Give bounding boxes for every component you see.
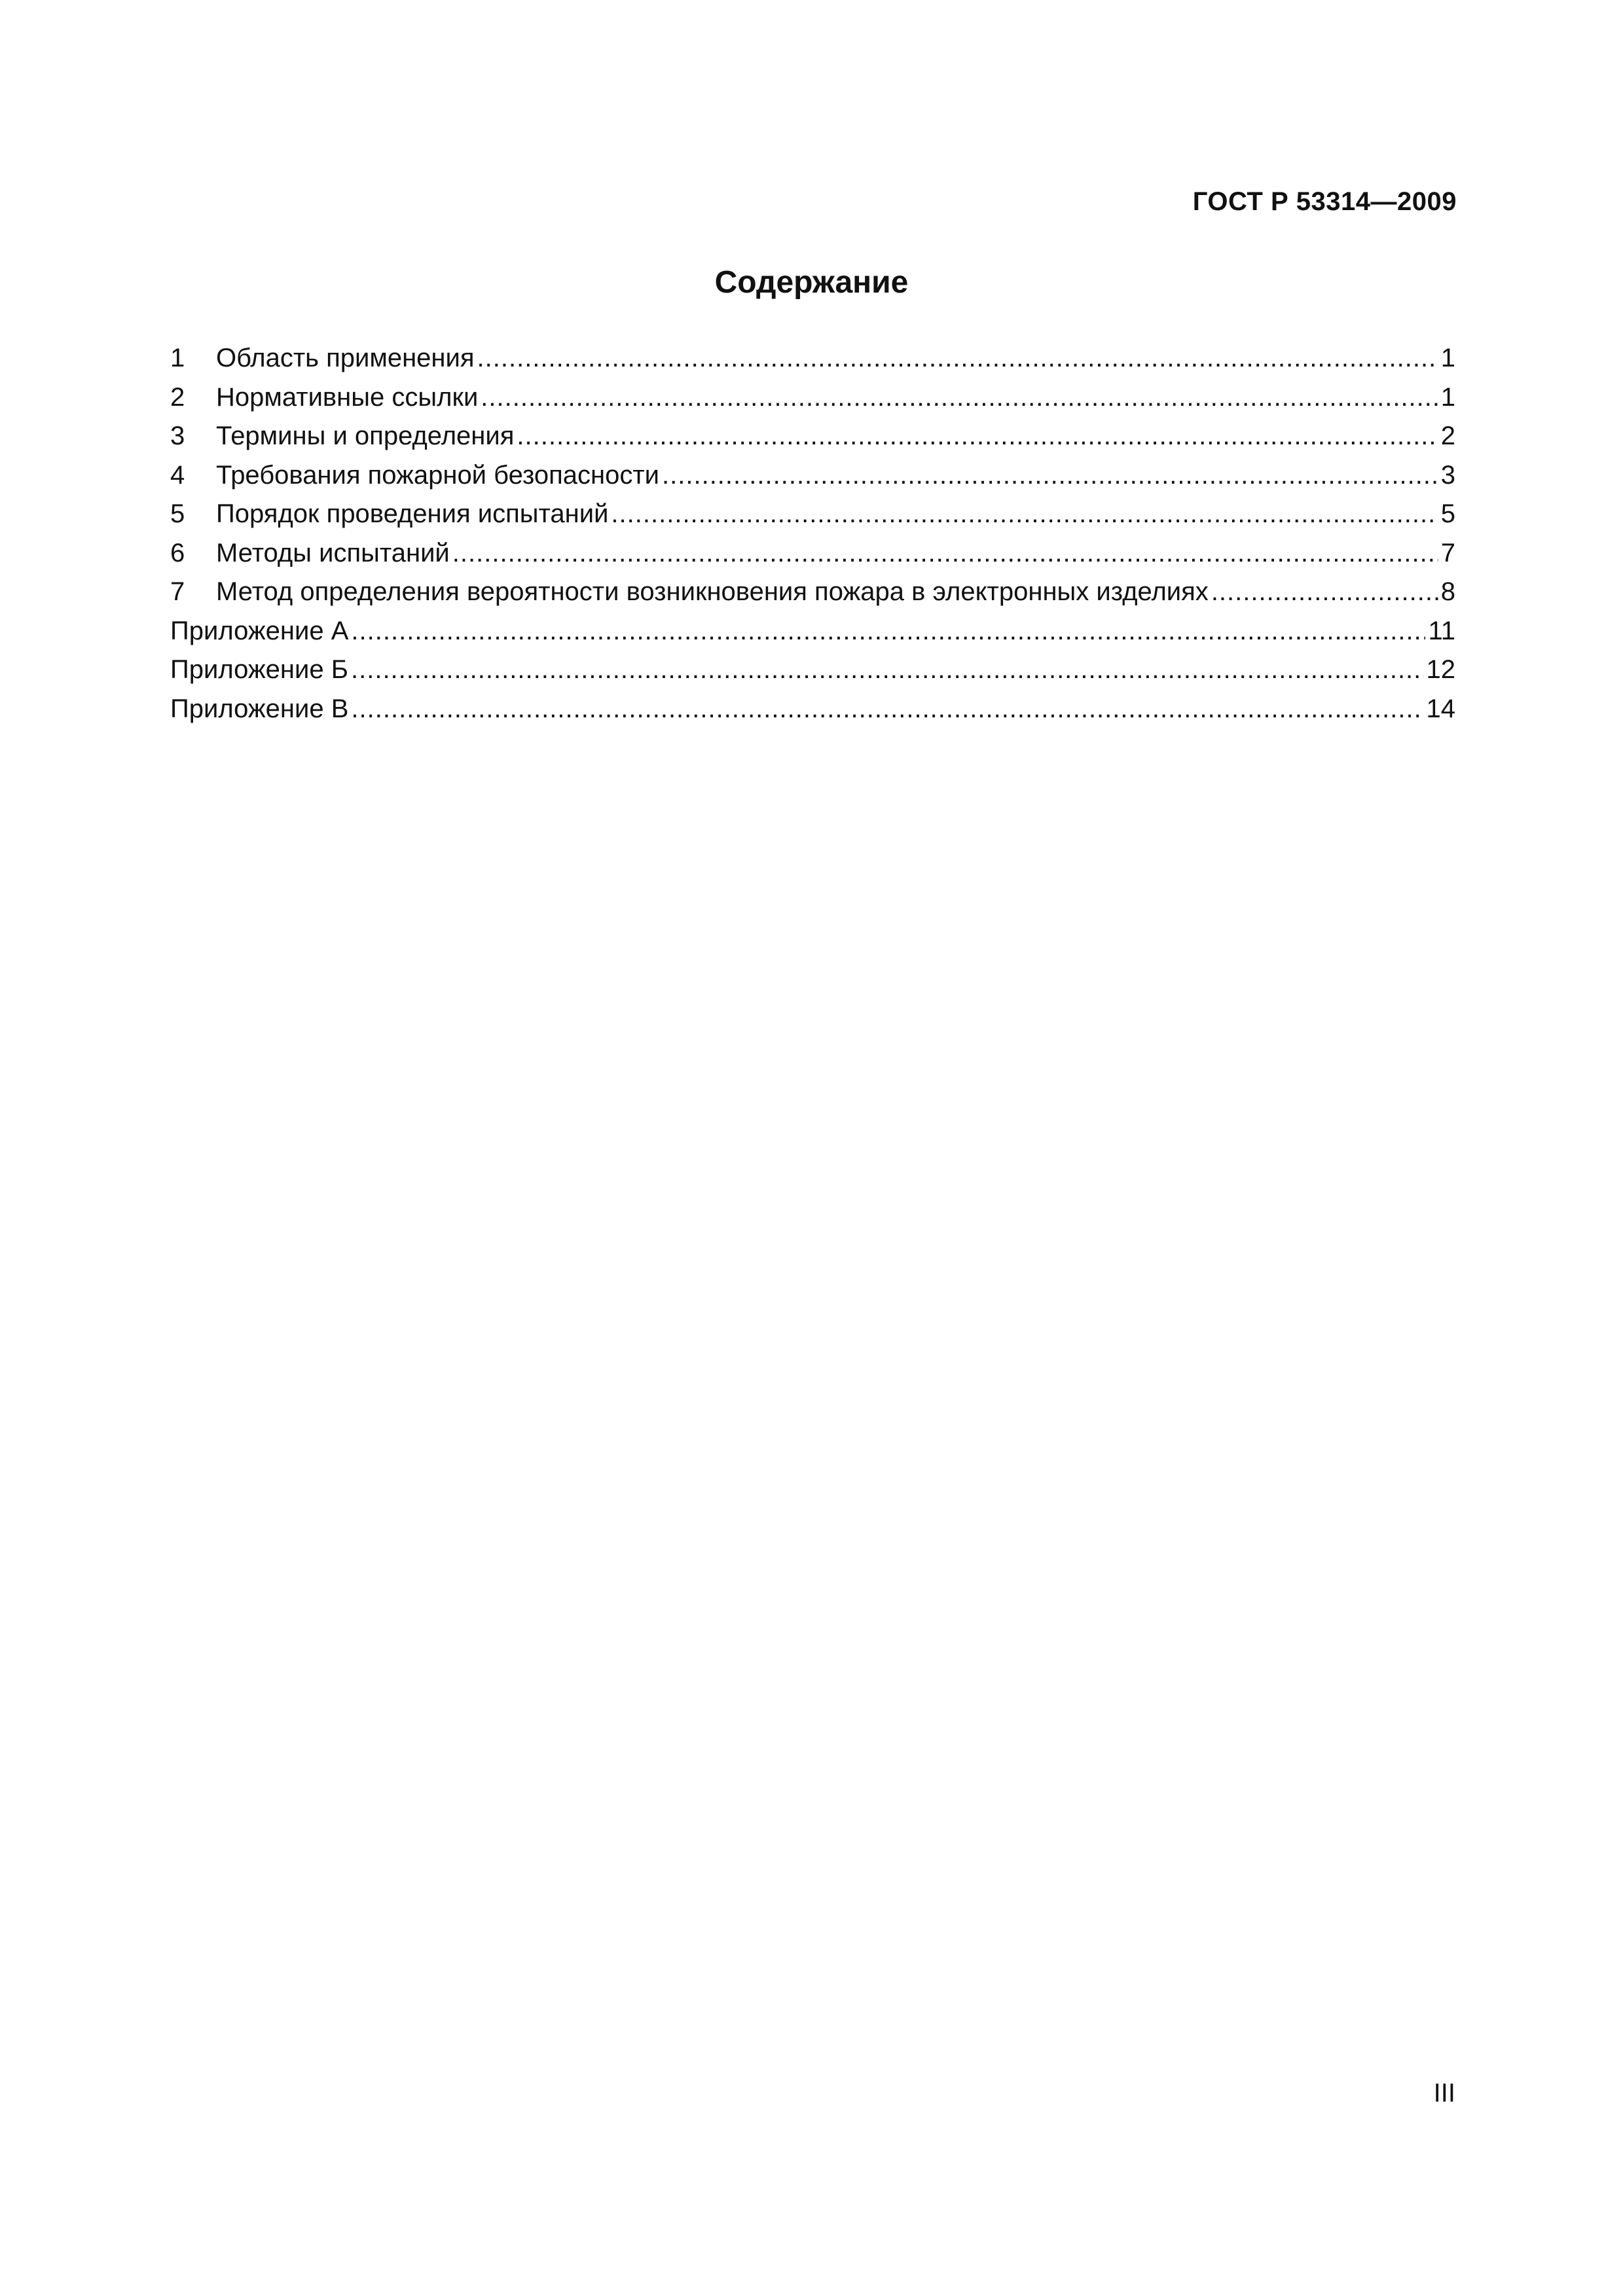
toc-entry-page: 11 (1428, 616, 1455, 645)
toc-entry-page: 8 (1440, 577, 1455, 606)
toc-entry-page: 5 (1440, 499, 1455, 528)
toc-entry-label: Приложение Б (170, 655, 348, 684)
toc-entry-label: Порядок проведения испытаний (216, 499, 609, 528)
toc-entry-page: 1 (1440, 382, 1455, 412)
toc-entry-1[interactable] (170, 339, 1455, 378)
toc-leader-dots (611, 495, 1438, 534)
toc-leader-dots (1211, 573, 1438, 612)
toc-leader-dots (351, 612, 1425, 651)
toc-entry-label: Метод определения вероятности возникновения пожара в электронных изделиях (216, 577, 1209, 606)
toc-entry-6[interactable] (170, 534, 1455, 573)
toc-entry-number: 5 (170, 499, 185, 528)
toc-entry-page: 14 (1426, 694, 1455, 723)
table-of-contents (170, 339, 1455, 728)
toc-leader-dots (517, 417, 1438, 456)
toc-entry-7[interactable] (170, 573, 1455, 612)
toc-entry-number: 6 (170, 538, 185, 567)
toc-leader-dots (477, 339, 1438, 378)
toc-entry-label: Термины и определения (216, 422, 515, 450)
toc-leader-dots (351, 690, 1423, 729)
toc-entry-appendix-b[interactable] (170, 651, 1455, 690)
document-code: ГОСТ Р 53314—2009 (1192, 187, 1457, 216)
toc-entry-page: 1 (1440, 344, 1455, 372)
toc-entry-number: 7 (170, 577, 185, 606)
toc-entry-number: 1 (170, 344, 185, 372)
toc-entry-2[interactable] (170, 378, 1455, 418)
toc-entry-page: 12 (1426, 655, 1455, 684)
toc-entry-5[interactable] (170, 495, 1455, 534)
page-title: Содержание (714, 265, 909, 300)
page-number: III (1433, 2079, 1455, 2108)
toc-leader-dots (662, 456, 1438, 495)
toc-entry-label: Требования пожарной безопасности (216, 460, 660, 490)
toc-entry-label: Методы испытаний (216, 538, 450, 567)
toc-entry-label: Приложение А (170, 616, 349, 645)
toc-entry-number: 3 (170, 422, 185, 450)
toc-entry-number: 4 (170, 460, 185, 490)
toc-entry-label: Нормативные ссылки (216, 382, 479, 412)
toc-entry-number: 2 (170, 382, 185, 412)
toc-entry-appendix-v[interactable] (170, 690, 1455, 729)
toc-entry-3[interactable] (170, 417, 1455, 456)
toc-entry-page: 3 (1440, 460, 1455, 490)
toc-entry-label: Область применения (216, 344, 475, 372)
toc-leader-dots (452, 534, 1438, 573)
toc-leader-dots (351, 651, 1424, 690)
toc-leader-dots (481, 378, 1438, 418)
toc-entry-page: 7 (1440, 538, 1455, 567)
toc-entry-appendix-a[interactable] (170, 612, 1455, 651)
toc-entry-4[interactable] (170, 456, 1455, 495)
toc-entry-label: Приложение В (170, 694, 349, 723)
toc-entry-page: 2 (1440, 422, 1455, 450)
